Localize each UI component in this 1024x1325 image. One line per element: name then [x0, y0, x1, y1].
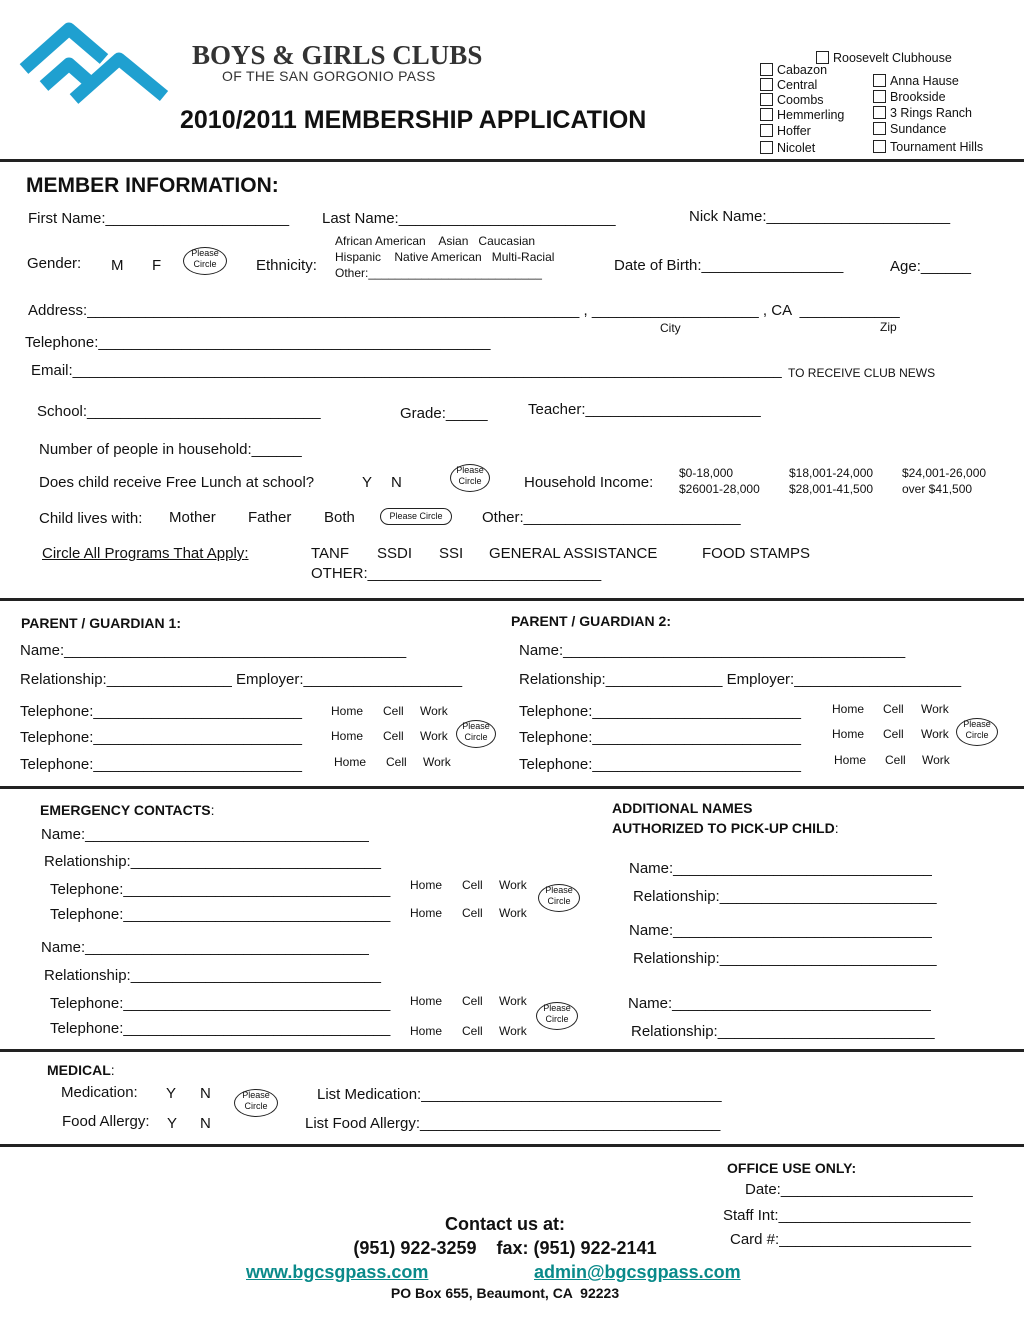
parent2-telephone-field[interactable]: Telephone:_________________________: [519, 729, 801, 746]
authorized-name-field[interactable]: Name:_______________________________: [628, 995, 931, 1012]
emergency-heading: EMERGENCY CONTACTS:: [40, 802, 215, 818]
checkbox-icon[interactable]: [760, 78, 773, 91]
phone-type-work[interactable]: Work: [499, 1024, 527, 1038]
ethnicity-other[interactable]: Other:__________________________: [335, 266, 542, 280]
please-circle-badge: Please Circle: [456, 720, 496, 748]
contact-phones: (951) 922-3259 fax: (951) 922-2141: [353, 1238, 657, 1258]
authorized-heading-1: ADDITIONAL NAMES: [612, 800, 753, 816]
phone-type-home[interactable]: Home: [334, 755, 367, 769]
checkbox-icon[interactable]: [873, 106, 886, 119]
phone-type-home[interactable]: Home: [834, 753, 867, 767]
email-note: TO RECEIVE CLUB NEWS: [788, 366, 936, 380]
contact-heading: Contact us at:: [444, 1214, 565, 1234]
section-divider: [0, 1049, 1024, 1052]
office-date-field[interactable]: Date:_______________________: [745, 1181, 973, 1198]
location-sundance[interactable]: Sundance: [873, 122, 946, 136]
emergency-relationship-field[interactable]: Relationship:______________________________: [44, 967, 381, 984]
phone-type-work[interactable]: Work: [499, 878, 527, 892]
address-field[interactable]: Address:___________________________________________________________ , ____________________ , CA ____________: [28, 302, 900, 319]
parent2-name-field[interactable]: Name:_________________________________________: [519, 642, 906, 659]
member-telephone-field[interactable]: Telephone:_______________________________________________: [25, 334, 491, 351]
emergency-telephone-field[interactable]: Telephone:________________________________: [50, 1020, 391, 1037]
phone-type-work[interactable]: Work: [921, 702, 949, 716]
list-food-allergy-field[interactable]: List Food Allergy:____________________________________: [305, 1115, 721, 1132]
phone-type-home[interactable]: Home: [832, 702, 865, 716]
location-3-rings-ranch[interactable]: 3 Rings Ranch: [873, 106, 972, 120]
phone-type-cell[interactable]: Cell: [386, 755, 407, 769]
emergency-name-field[interactable]: Name:__________________________________: [41, 939, 369, 956]
checkbox-icon[interactable]: [760, 93, 773, 106]
office-heading: OFFICE USE ONLY:: [727, 1160, 857, 1176]
please-circle-badge: Please Circle: [380, 508, 452, 525]
emergency-relationship-field[interactable]: Relationship:______________________________: [44, 853, 381, 870]
location-anna-hause[interactable]: Anna Hause: [873, 74, 959, 88]
parent2-heading: PARENT / GUARDIAN 2:: [511, 613, 671, 629]
phone-type-cell[interactable]: Cell: [462, 878, 483, 892]
phone-type-work[interactable]: Work: [420, 704, 448, 718]
section-divider: [0, 159, 1024, 162]
programs-label: Circle All Programs That Apply:: [42, 545, 249, 562]
please-circle-badge: Please Circle: [450, 464, 490, 492]
gender-m[interactable]: M: [111, 257, 124, 274]
dob-field[interactable]: Date of Birth:_________________: [614, 257, 844, 274]
program-option[interactable]: SSI: [439, 545, 464, 562]
please-circle-badge: Please Circle: [536, 1002, 578, 1030]
lives-with-both[interactable]: Both: [324, 509, 355, 526]
school-field[interactable]: School:____________________________: [37, 403, 321, 420]
location-central[interactable]: Central: [760, 78, 817, 92]
income-option[interactable]: $0-18,000: [679, 466, 734, 480]
authorized-name-field[interactable]: Name:_______________________________: [629, 860, 932, 877]
food-allergy-no[interactable]: N: [200, 1115, 211, 1132]
phone-type-work[interactable]: Work: [922, 753, 950, 767]
please-circle-badge: Please Circle: [234, 1089, 278, 1117]
grade-field[interactable]: Grade:_____: [400, 405, 488, 422]
please-circle-badge: Please Circle: [183, 247, 227, 275]
org-name: BOYS & GIRLS CLUBS: [192, 40, 483, 70]
location-nicolet[interactable]: Nicolet: [760, 141, 815, 155]
ethnicity-label: Ethnicity:: [256, 257, 317, 274]
checkbox-icon[interactable]: [760, 108, 773, 121]
emergency-telephone-field[interactable]: Telephone:________________________________: [50, 995, 391, 1012]
free-lunch-no[interactable]: N: [391, 474, 402, 491]
income-option[interactable]: over $41,500: [902, 482, 973, 496]
program-option[interactable]: SSDI: [377, 545, 413, 562]
phone-type-home[interactable]: Home: [410, 994, 443, 1008]
email-link[interactable]: admin@bgcsgpass.com: [534, 1262, 741, 1282]
phone-type-work[interactable]: Work: [921, 727, 949, 741]
phone-type-work[interactable]: Work: [420, 729, 448, 743]
income-label: Household Income:: [524, 474, 654, 491]
phone-type-cell[interactable]: Cell: [883, 727, 904, 741]
location-tournament-hills[interactable]: Tournament Hills: [873, 140, 983, 154]
list-medication-field[interactable]: List Medication:____________________________________: [317, 1086, 722, 1103]
age-field[interactable]: Age:______: [890, 258, 971, 275]
authorized-relationship-field[interactable]: Relationship:__________________________: [633, 950, 937, 967]
member-heading: MEMBER INFORMATION:: [26, 174, 279, 197]
authorized-name-field[interactable]: Name:_______________________________: [629, 922, 932, 939]
income-option[interactable]: $24,001-26,000: [902, 466, 987, 480]
checkbox-icon[interactable]: [760, 141, 773, 154]
section-divider: [0, 1144, 1024, 1147]
phone-type-cell[interactable]: Cell: [383, 729, 404, 743]
club-logo-icon: [4, 14, 184, 114]
programs-other-field[interactable]: OTHER:____________________________: [311, 565, 602, 582]
medication-label: Medication:: [61, 1084, 138, 1101]
food-allergy-yes[interactable]: Y: [167, 1115, 178, 1132]
lives-with-father[interactable]: Father: [248, 509, 292, 526]
parent1-relationship-field[interactable]: Relationship:_______________ Employer:___________________: [20, 671, 463, 688]
income-option[interactable]: $28,001-41,500: [789, 482, 874, 496]
office-card-field[interactable]: Card #:_______________________: [730, 1231, 972, 1248]
last-name-field[interactable]: Last Name:__________________________: [322, 210, 616, 227]
lives-with-label: Child lives with:: [39, 510, 143, 527]
org-subtitle: OF THE SAN GORGONIO PASS: [222, 68, 436, 84]
food-allergy-label: Food Allergy:: [62, 1113, 150, 1130]
phone-type-cell[interactable]: Cell: [885, 753, 906, 767]
lives-with-mother[interactable]: Mother: [169, 509, 216, 526]
phone-type-cell[interactable]: Cell: [462, 994, 483, 1008]
parent1-telephone-field[interactable]: Telephone:_________________________: [20, 756, 302, 773]
program-option[interactable]: FOOD STAMPS: [702, 545, 811, 562]
medication-yes[interactable]: Y: [166, 1085, 177, 1102]
location-hemmerling[interactable]: Hemmerling: [760, 108, 844, 122]
ethnicity-options-1[interactable]: African American Asian Caucasian: [335, 234, 536, 248]
emergency-telephone-field[interactable]: Telephone:________________________________: [50, 906, 391, 923]
page-title: 2010/2011 MEMBERSHIP APPLICATION: [180, 106, 647, 134]
emergency-name-field[interactable]: Name:__________________________________: [41, 826, 369, 843]
nick-name-field[interactable]: Nick Name:______________________: [689, 208, 951, 225]
please-circle-badge: Please Circle: [538, 884, 580, 912]
phone-type-work[interactable]: Work: [499, 906, 527, 920]
please-circle-badge: Please Circle: [956, 718, 998, 746]
checkbox-icon[interactable]: [873, 140, 886, 153]
website-link[interactable]: www.bgcsgpass.com: [246, 1262, 429, 1282]
parent1-name-field[interactable]: Name:_________________________________________: [20, 642, 407, 659]
phone-type-home[interactable]: Home: [410, 906, 443, 920]
phone-type-work[interactable]: Work: [423, 755, 451, 769]
phone-type-work[interactable]: Work: [499, 994, 527, 1008]
ethnicity-options-2[interactable]: Hispanic Native American Multi-Racial: [335, 250, 555, 264]
location-roosevelt[interactable]: Roosevelt Clubhouse: [816, 51, 952, 65]
zip-caption: Zip: [880, 320, 897, 334]
location-hoffer[interactable]: Hoffer: [760, 124, 811, 138]
lives-other-field[interactable]: Other:__________________________: [482, 509, 741, 526]
phone-type-home[interactable]: Home: [331, 704, 364, 718]
checkbox-icon[interactable]: [873, 90, 886, 103]
logo-block: [0, 14, 485, 114]
phone-type-cell[interactable]: Cell: [883, 702, 904, 716]
program-option[interactable]: GENERAL ASSISTANCE: [489, 545, 658, 562]
parent2-telephone-field[interactable]: Telephone:_________________________: [519, 756, 801, 773]
gender-f[interactable]: F: [152, 257, 162, 274]
parent2-relationship-field[interactable]: Relationship:______________ Employer:____________________: [519, 671, 962, 688]
phone-type-home[interactable]: Home: [331, 729, 364, 743]
location-coombs[interactable]: Coombs: [760, 93, 824, 107]
parent1-telephone-field[interactable]: Telephone:_________________________: [20, 729, 302, 746]
city-caption: City: [660, 321, 681, 335]
location-cabazon[interactable]: Cabazon: [760, 63, 827, 77]
parent1-heading: PARENT / GUARDIAN 1:: [21, 615, 181, 631]
section-divider: [0, 598, 1024, 601]
medication-no[interactable]: N: [200, 1085, 211, 1102]
checkbox-icon[interactable]: [873, 74, 886, 87]
parent1-telephone-field[interactable]: Telephone:_________________________: [20, 703, 302, 720]
gender-label: Gender:: [27, 255, 82, 272]
authorized-relationship-field[interactable]: Relationship:__________________________: [633, 888, 937, 905]
medical-heading: MEDICAL:: [47, 1062, 115, 1078]
email-field[interactable]: Email:_____________________________________________________________________________________: [31, 362, 782, 379]
free-lunch-yes[interactable]: Y: [362, 474, 373, 491]
program-option[interactable]: TANF: [311, 545, 350, 562]
emergency-telephone-field[interactable]: Telephone:________________________________: [50, 881, 391, 898]
free-lunch-label: Does child receive Free Lunch at school?: [39, 474, 315, 491]
income-option[interactable]: $18,001-24,000: [789, 466, 874, 480]
checkbox-icon[interactable]: [760, 124, 773, 137]
authorized-heading-2: AUTHORIZED TO PICK-UP CHILD:: [612, 820, 839, 836]
first-name-field[interactable]: First Name:______________________: [28, 210, 290, 227]
household-field[interactable]: Number of people in household:______: [39, 441, 302, 458]
mailing-address: PO Box 655, Beaumont, CA 92223: [390, 1285, 620, 1301]
phone-type-home[interactable]: Home: [832, 727, 865, 741]
location-brookside[interactable]: Brookside: [873, 90, 946, 104]
section-divider: [0, 786, 1024, 789]
authorized-relationship-field[interactable]: Relationship:__________________________: [631, 1023, 935, 1040]
phone-type-home[interactable]: Home: [410, 1024, 443, 1038]
phone-type-home[interactable]: Home: [410, 878, 443, 892]
checkbox-icon[interactable]: [760, 63, 773, 76]
parent2-telephone-field[interactable]: Telephone:_________________________: [519, 703, 801, 720]
checkbox-icon[interactable]: [873, 122, 886, 135]
teacher-field[interactable]: Teacher:_____________________: [528, 401, 761, 418]
income-option[interactable]: $26001-28,000: [679, 482, 760, 496]
phone-type-cell[interactable]: Cell: [462, 1024, 483, 1038]
phone-type-cell[interactable]: Cell: [462, 906, 483, 920]
phone-type-cell[interactable]: Cell: [383, 704, 404, 718]
office-staff-field[interactable]: Staff Int:_______________________: [723, 1207, 971, 1224]
